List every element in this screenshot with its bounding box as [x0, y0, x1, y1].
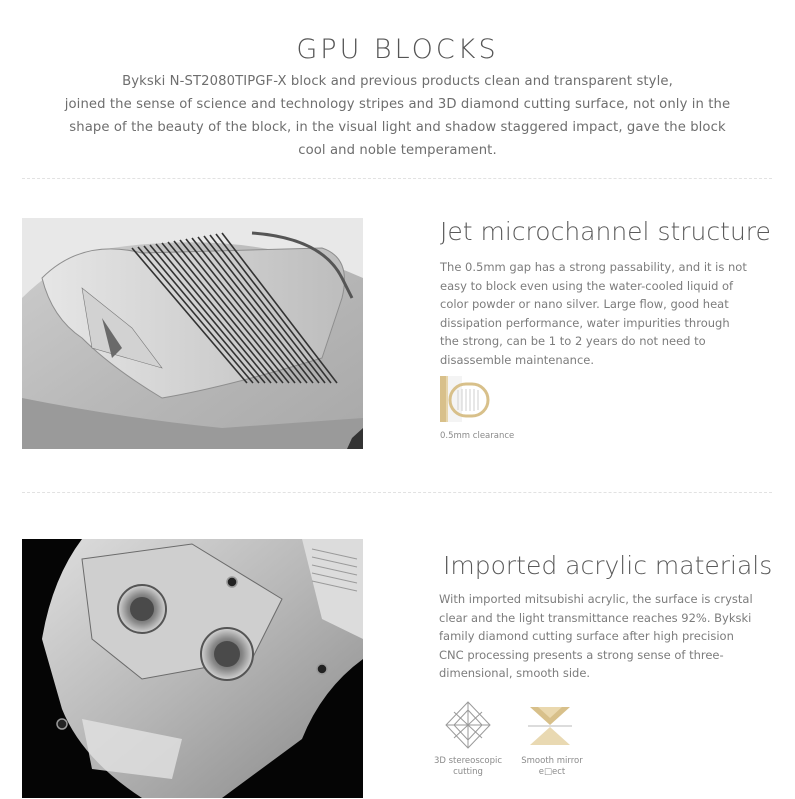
section-body-microchannel [440, 258, 780, 370]
body-line: the strong, can be 1 to 2 years do not need to [440, 334, 706, 349]
clearance-caption: 0.5mm clearance [440, 431, 515, 441]
body-line: dissipation performance, water impurities through [440, 315, 730, 330]
body-line: family diamond cutting surface after high precision [439, 629, 734, 644]
mirror-effect-icon [528, 703, 572, 749]
header-description-line: Bykski N-ST2080TIPGF-X block and previous products clean and transparent style, [122, 74, 673, 89]
section-divider [22, 178, 772, 179]
body-line: dimensional, smooth side. [439, 666, 591, 681]
caption-line: 3D stereoscopic [433, 756, 503, 766]
caption-line: cutting [453, 767, 483, 777]
acrylic-block-photo [22, 539, 363, 798]
section-title-microchannel: Jet microchannel structure [440, 217, 771, 246]
body-line: The 0.5mm gap has a strong passability, and it is not [440, 260, 747, 274]
body-line: disassemble maintenance. [440, 352, 595, 367]
body-line: clear and the light transmittance reaches 92%. Bykski [439, 610, 752, 625]
caption-line: e□ect [538, 767, 566, 777]
feature-caption [510, 756, 594, 778]
body-line: easy to block even using the water-cooled liquid of [440, 278, 734, 293]
microchannel-photo [22, 218, 363, 449]
section-title-acrylic: Imported acrylic materials [443, 551, 773, 580]
section-body-acrylic [439, 590, 784, 683]
body-line: CNC processing presents a strong sense of three- [439, 647, 724, 662]
body-line: With imported mitsubishi acrylic, the surface is crystal [439, 592, 753, 606]
header-description [50, 70, 745, 162]
clearance-icon [440, 376, 490, 422]
body-line: color powder or nano silver. Large flow, good heat [440, 297, 729, 312]
diamond-cut-icon [440, 700, 496, 750]
section-divider [22, 492, 772, 493]
header-description-line: joined the sense of science and technology stripes and 3D diamond cutting surface, not only in the [64, 97, 731, 112]
feature-caption [421, 756, 515, 778]
page-title: GPU BLOCKS [296, 34, 499, 65]
header-description-line: cool and noble temperament. [298, 143, 497, 158]
header-description-line: shape of the beauty of the block, in the visual light and shadow staggered impact, gave the block [69, 120, 726, 135]
caption-line: Smooth mirror [521, 756, 583, 766]
